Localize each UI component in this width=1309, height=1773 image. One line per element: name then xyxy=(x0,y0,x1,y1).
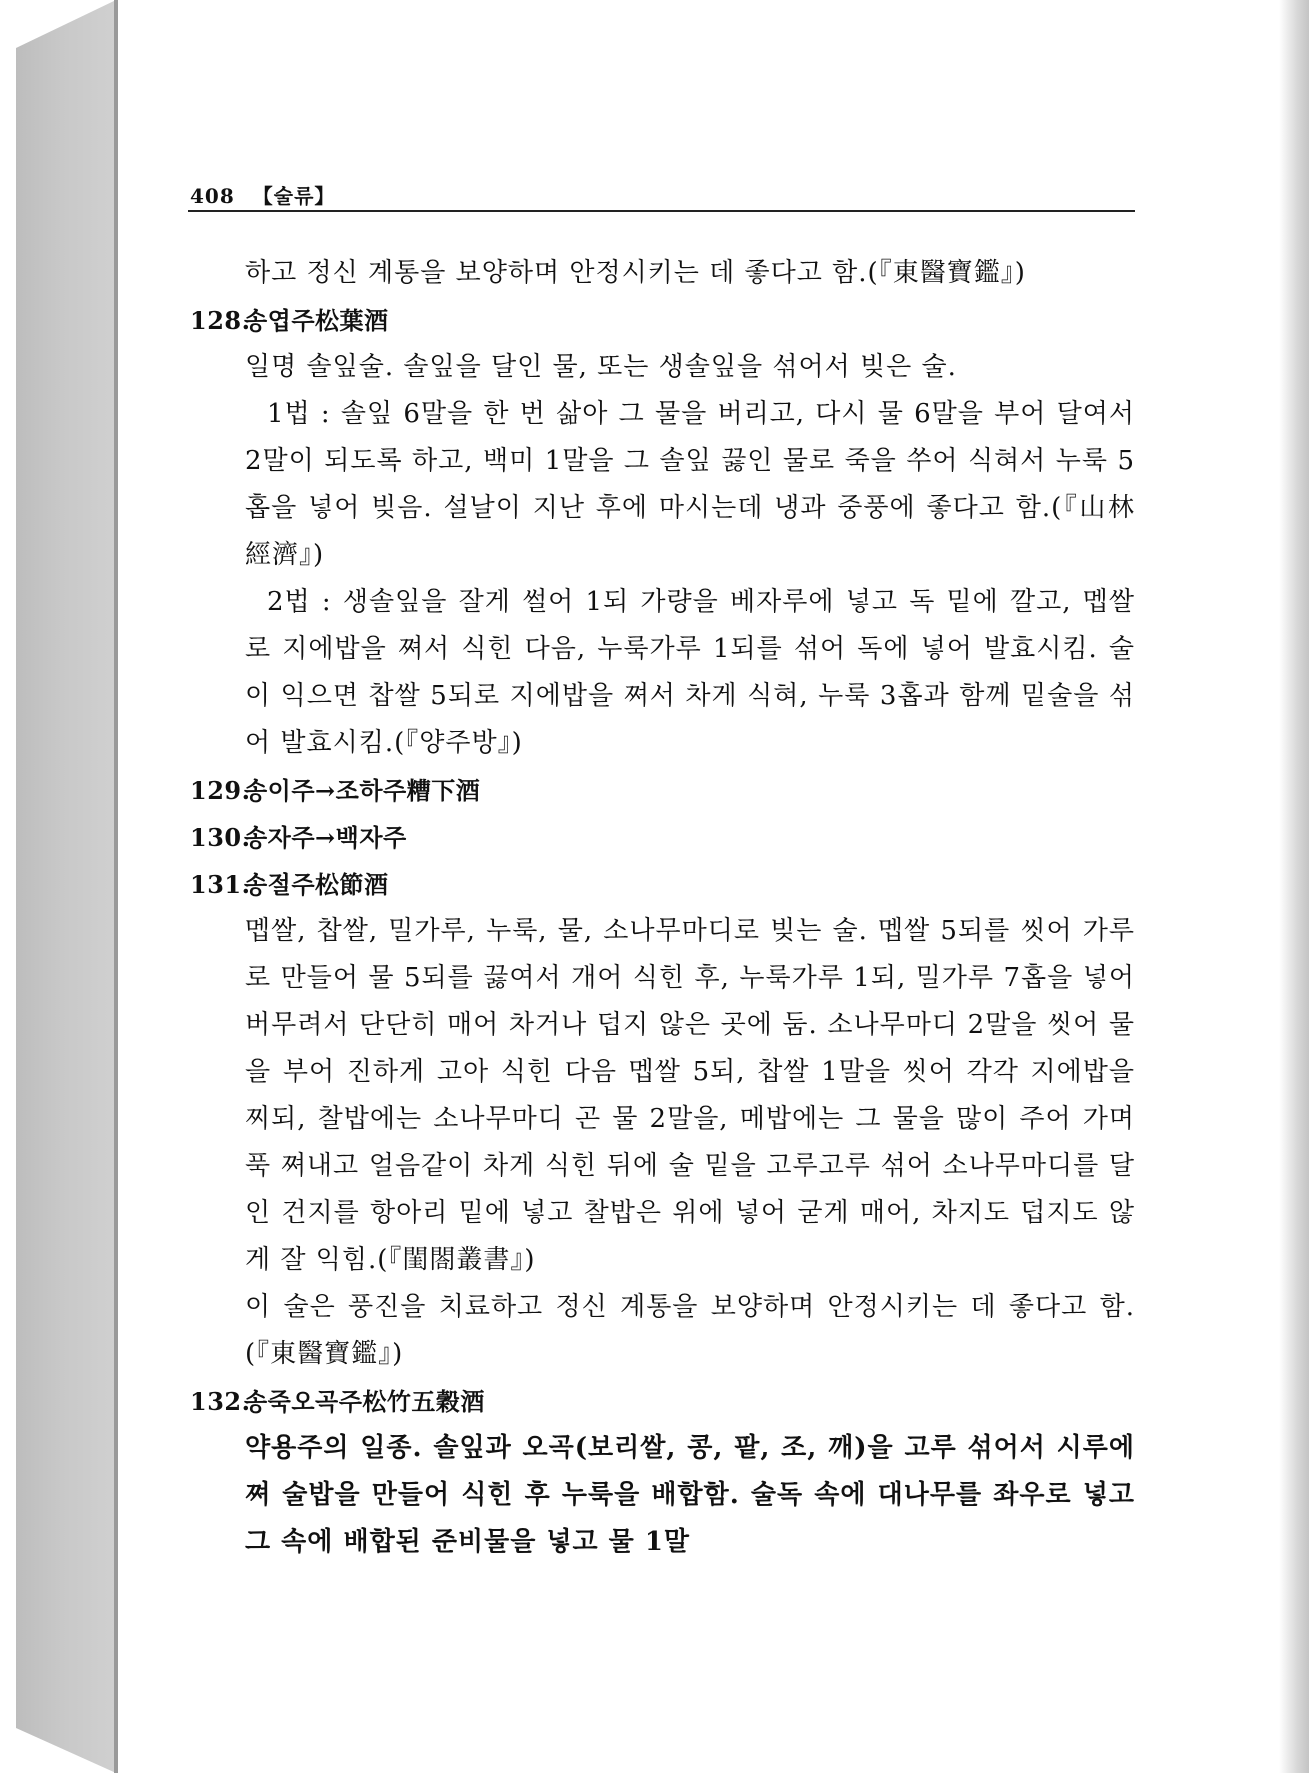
entry-number: 128. xyxy=(190,306,251,335)
entry-title: 송절주松節酒 xyxy=(244,870,389,899)
body-paragraph: 이 술은 풍진을 치료하고 정신 계통을 보양하며 안정시키는 데 좋다고 함.(『東醫寶鑑』) xyxy=(245,1292,1135,1369)
body-paragraph: 멥쌀, 찹쌀, 밀가루, 누룩, 물, 소나무마디로 빚는 술. 멥쌀 5되를 씻어 가루로 만들어 물 5되를 끓여서 개어 식힌 후, 누룩가루 1되, 밀가루 7홉을 넣어 버무려서 단단히 매어 차거나 덥지 않은 곳에 둠. 소나무마디 2말을 씻어 물을 부어 진하게 고아 식힌 다음 멥쌀 5되, 찹쌀 1말을 씻어 각각 지에밥을 찌되, 찰밥에는 소나무마디 곤 물 2말을, 메밥에는 그 물을 많이 주어 가며 푹 쪄내고 얼음같이 차게 식힌 뒤에 술 밑을 고루고루 섞어 소나무마디를 달인 건지를 항아리 밑에 넣고 찰밥은 위에 넣어 굳게 매어, 차지도 덥지도 않게 잘 익힘.(『閨閤叢書』) xyxy=(245,916,1135,1275)
entry-title: 송죽오곡주松竹五穀酒 xyxy=(244,1387,485,1416)
entry-number: 132. xyxy=(190,1387,251,1416)
body-paragraph: 일명 솔잎술. 솔잎을 달인 물, 또는 생솔잎을 섞어서 빚은 술. xyxy=(245,352,957,382)
entry-title: 송이주→조하주糟下酒 xyxy=(244,776,481,805)
entry-heading xyxy=(190,767,1135,814)
body-paragraph: 약용주의 일종. 솔잎과 오곡(보리쌀, 콩, 팥, 조, 깨)을 고루 섞어서 시루에 쪄 술밥을 만들어 식힌 후 누룩을 배합함. 술독 속에 대나무를 좌우로 넣고 그 속에 배합된 준비물을 넣고 물 1말 xyxy=(245,1433,1135,1557)
page-edge-shadow xyxy=(1279,0,1309,1773)
entry-title: 송엽주松葉酒 xyxy=(244,306,389,335)
entry-heading xyxy=(190,1378,1135,1425)
body-paragraph: 하고 정신 계통을 보양하며 안정시키는 데 좋다고 함.(『東醫寶鑑』) xyxy=(245,258,1026,288)
entry-number: 129. xyxy=(190,776,251,805)
section-title: 【술류】 xyxy=(252,184,336,208)
body-paragraph: 1법 : 솔잎 6말을 한 번 삶아 그 물을 버리고, 다시 물 6말을 부어 달여서 2말이 되도록 하고, 백미 1말을 그 솔잎 끓인 물로 죽을 쑤어 식혀서 누룩 5홉을 넣어 빚음. 설날이 지난 후에 마시는데 냉과 중풍에 좋다고 함.(『山林經濟』) xyxy=(245,399,1135,570)
entry-heading xyxy=(190,861,1135,908)
running-header xyxy=(190,180,1135,209)
body-paragraph: 2법 : 생솔잎을 잘게 썰어 1되 가량을 베자루에 넣고 독 밑에 깔고, 멥쌀로 지에밥을 쪄서 식힌 다음, 누룩가루 1되를 섞어 독에 넣어 발효시킴. 술이 익으면 찹쌀 5되로 지에밥을 쪄서 차게 식혀, 누룩 3홉과 함께 밑술을 섞어 발효시킴.(『양주방』) xyxy=(245,587,1135,758)
entry-heading xyxy=(190,297,1135,344)
book-spine xyxy=(16,0,116,1773)
page-body xyxy=(190,250,1135,1566)
entry-number: 131. xyxy=(190,870,251,899)
page-number: 408 xyxy=(190,184,235,208)
entry-number: 130. xyxy=(190,823,251,852)
header-rule xyxy=(188,210,1135,212)
entry-title: 송자주→백자주 xyxy=(244,823,407,852)
entry-heading xyxy=(190,814,1135,861)
